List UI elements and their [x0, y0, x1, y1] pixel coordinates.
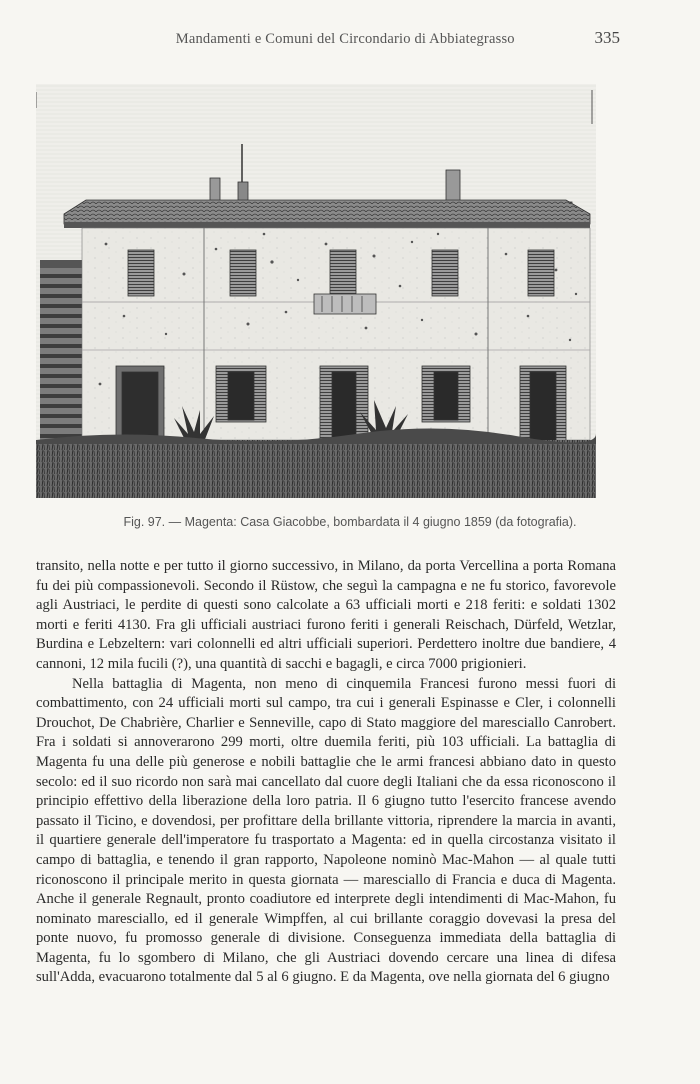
body-text — [36, 557, 616, 988]
page-header — [36, 28, 620, 48]
paragraph: Nella battaglia di Magenta, non meno di cinquemila Francesi furono messi fuori di combattimento, con 24 ufficiali morti sul campo, tra cui i generali Espinasse e Cler, i colonnelli Drouchot, De Chabrière, Charlier e Senneville, capo di Stato maggiore del maresciallo Canrobert. Fra i soldati si annoverarono 299 morti, oltre duemila feriti, più 103 ufficiali. La battaglia di Magenta fu una delle più generose e nobili battaglie che le armi francesi abbiano dato in questo secolo: ed il suo ricordo non sarà mai cancellato dal cuore degli Italiani che da essa riconoscono il principio effettivo della liberazione della loro patria. Il 6 giugno tutto l'esercito francese avendo passato il Ticino, e dovendosi, per profittare della brillante vittoria, riprendere la marcia in avanti, il quartiere generale dell'imperatore fu trasportato a Magenta: ed in quella circostanza visitato il campo di battaglia, e tenendo il gran rapporto, Napoleone nominò Mac-Mahon — al quale tutti riconoscono il principale merito in questa giornata — maresciallo di Francia e duca di Magenta. Anche il generale Regnault, pronto coadiutore ed interprete degli intendimenti di Mac-Mahon, fu nominato maresciallo, ed il generale Wimpffen, al cui brillante coraggio dovevasi la presa del ponte nuovo, fu promosso generale di divisione. Conseguenza immediata della battaglia di Magenta, fu lo sgombero di Milano, che gli Austriaci dovendo cercare una linea di difesa sull'Adda, evacuarono totalmente dal 5 al 6 giugno. E da Magenta, ove nella giornata del 6 giugno — [36, 675, 616, 986]
page-number: 335 — [594, 28, 620, 47]
paragraph: transito, nella notte e per tutto il giorno successivo, in Milano, da porta Vercellina a porta Romana fu dei più compassionevoli. Secondo il Rüstow, che seguì la campagna e ne fu storico, favorevole agli Austriaci, le perdite di questi sono calcolate a 63 ufficiali morti e 218 feriti: e soldati 1302 morti e feriti 4130. Fra gli ufficiali austriaci furono feriti i generali Reischach, Dürfeld, Wetzlar, Burdina e Lebzeltern: vari colonnelli ed altri ufficiali superiori. Perdettero inoltre due bandiere, 4 cannoni, 12 mila fucili (?), una quantità di sacchi e bagagli, e circa 7000 prigionieri. — [36, 558, 616, 672]
figure-caption: Fig. 97. — Magenta: Casa Giacobbe, bombardata il 4 giugno 1859 (da fotografia). — [123, 515, 577, 529]
running-title: Mandamenti e Comuni del Circondario di Abbiategrasso — [175, 31, 515, 47]
building-illustration — [36, 84, 596, 498]
figure-engraving — [36, 84, 596, 498]
